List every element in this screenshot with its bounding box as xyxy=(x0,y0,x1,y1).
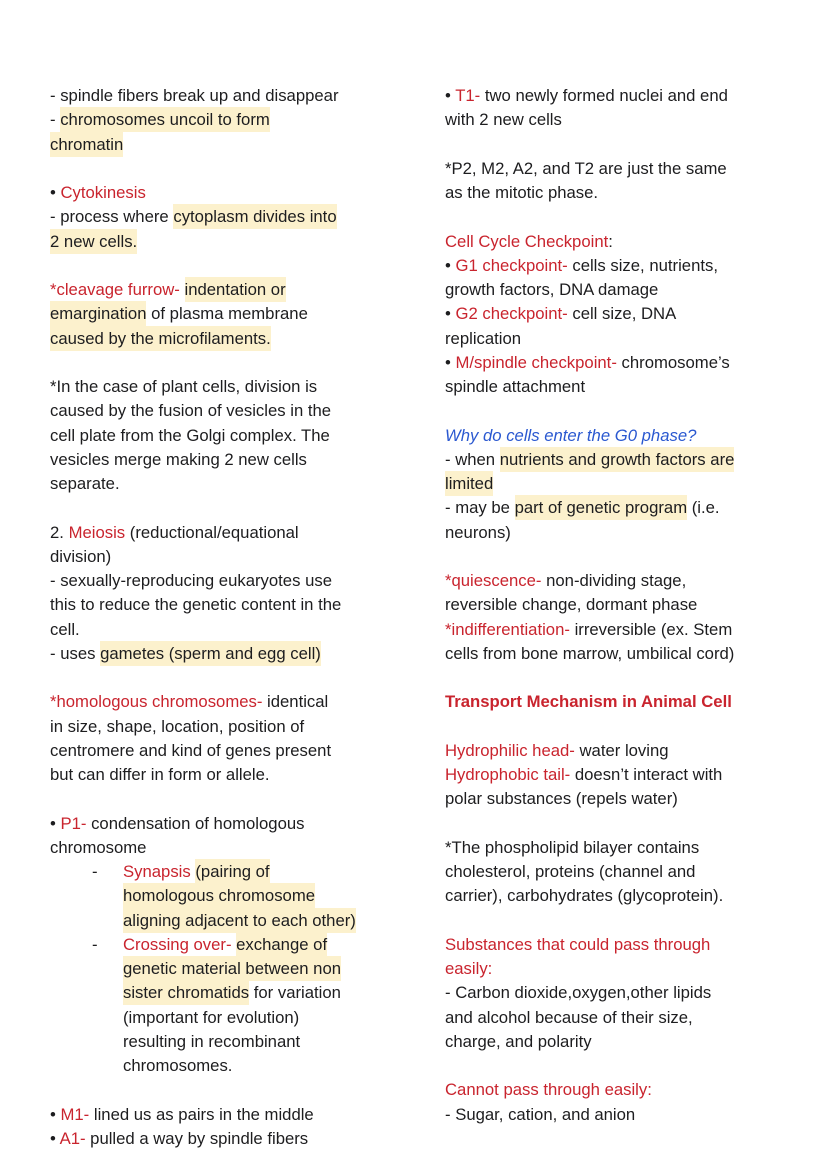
key-term: *cleavage furrow- xyxy=(50,280,180,299)
key-term: easily: xyxy=(445,959,493,978)
text-line xyxy=(445,666,797,690)
text-line xyxy=(445,1054,797,1078)
text-segment: • xyxy=(445,255,456,275)
highlighted-text: cytoplasm divides into xyxy=(173,204,336,229)
text-line xyxy=(445,545,797,569)
text-line xyxy=(445,375,797,399)
text-segment: *P2, M2, A2, and T2 are just the same xyxy=(445,158,727,178)
text-line xyxy=(50,521,402,545)
highlighted-text: indentation or xyxy=(185,277,286,302)
text-line xyxy=(445,181,797,205)
text-segment: • xyxy=(50,1128,60,1148)
text-line xyxy=(445,690,797,714)
text-line xyxy=(50,84,402,108)
text-line xyxy=(50,593,402,617)
text-line xyxy=(50,690,402,714)
key-term: Meiosis xyxy=(68,522,126,542)
text-line xyxy=(50,666,402,690)
text-line xyxy=(445,618,797,642)
text-line xyxy=(50,351,402,375)
text-line xyxy=(445,521,797,545)
text-line xyxy=(445,739,797,763)
text-segment: identical xyxy=(262,692,329,712)
text-line xyxy=(445,933,797,957)
text-line xyxy=(50,133,402,157)
text-line xyxy=(445,715,797,739)
key-term: Transport Mechanism in Animal Cell xyxy=(445,692,732,712)
text-line xyxy=(50,1006,402,1030)
text-segment: this to reduce the genetic content in the xyxy=(50,595,342,615)
text-segment: carrier), carbohydrates (glycoprotein). xyxy=(445,886,724,906)
text-line xyxy=(445,1103,797,1127)
text-segment: - Carbon dioxide,oxygen,other lipids xyxy=(445,983,712,1003)
text-segment: vesicles merge making 2 new cells xyxy=(50,449,307,469)
text-segment: (i.e. xyxy=(687,498,720,518)
highlighted-text: nutrients and growth factors are xyxy=(500,447,735,472)
text-segment: chromosomes. xyxy=(123,1056,233,1075)
text-segment: with 2 new cells xyxy=(445,110,562,130)
highlighted-text: genetic material between non xyxy=(123,956,341,981)
text-segment: cell size, DNA xyxy=(567,304,677,324)
text-line xyxy=(50,1078,402,1102)
text-line xyxy=(445,496,797,520)
text-line xyxy=(50,1030,402,1054)
text-line xyxy=(50,424,402,448)
text-line xyxy=(50,981,402,1005)
text-segment: separate. xyxy=(50,474,120,493)
key-term: G2 checkpoint- xyxy=(455,304,568,324)
text-segment: as the mitotic phase. xyxy=(445,183,599,202)
text-line xyxy=(445,448,797,472)
text-segment: spindle attachment xyxy=(445,377,586,396)
text-segment: pulled a way by spindle fibers xyxy=(85,1128,309,1148)
key-term: Crossing over- xyxy=(123,934,232,954)
text-line xyxy=(50,618,402,642)
text-line xyxy=(50,1054,402,1078)
text-line xyxy=(445,909,797,933)
list-dash-marker: - xyxy=(92,862,98,881)
key-term: P1- xyxy=(60,813,87,833)
text-segment: • xyxy=(445,304,456,324)
text-segment: - xyxy=(50,110,61,130)
highlighted-text: caused by the microfilaments. xyxy=(50,326,271,351)
text-line xyxy=(50,375,402,399)
text-segment: *In the case of plant cells, division is xyxy=(50,377,318,396)
text-line xyxy=(50,957,402,981)
highlighted-text: chromatin xyxy=(50,132,123,157)
text-line xyxy=(50,327,402,351)
key-term: Hydrophilic head- xyxy=(445,740,575,760)
highlighted-text: homologous chromosome xyxy=(123,883,315,908)
text-segment: growth factors, DNA damage xyxy=(445,280,659,299)
text-segment: - sexually-reproducing eukaryotes use xyxy=(50,571,332,590)
text-line xyxy=(445,133,797,157)
text-line xyxy=(50,715,402,739)
text-segment: • xyxy=(445,352,456,372)
text-line xyxy=(50,884,402,908)
key-term: Synapsis xyxy=(123,862,191,881)
text-line xyxy=(445,302,797,326)
text-line xyxy=(50,448,402,472)
key-term: *homologous chromosomes- xyxy=(50,692,263,712)
text-line xyxy=(50,302,402,326)
key-term: Cytokinesis xyxy=(60,183,146,202)
text-line xyxy=(50,836,402,860)
highlighted-text: gametes (sperm and egg cell) xyxy=(100,641,321,666)
text-segment: 2. xyxy=(50,522,69,542)
text-line xyxy=(445,884,797,908)
text-segment: chromosome’s xyxy=(616,352,730,372)
text-line xyxy=(445,1006,797,1030)
text-segment: water loving xyxy=(574,740,669,760)
text-line xyxy=(445,278,797,302)
highlighted-text: (pairing of xyxy=(195,859,269,884)
text-line xyxy=(50,763,402,787)
text-line xyxy=(445,424,797,448)
text-line xyxy=(445,327,797,351)
key-term: Cannot pass through easily: xyxy=(445,1080,652,1100)
key-term: M1- xyxy=(60,1104,90,1124)
text-segment: • xyxy=(50,813,61,833)
text-segment: but can differ in form or allele. xyxy=(50,765,270,784)
text-segment: two newly formed nuclei and end xyxy=(480,86,728,105)
text-segment: charge, and polarity xyxy=(445,1031,592,1051)
text-line xyxy=(445,981,797,1005)
highlighted-text: 2 new cells. xyxy=(50,229,137,254)
key-term: M/spindle checkpoint- xyxy=(455,352,617,372)
text-line xyxy=(445,157,797,181)
text-segment: • xyxy=(445,86,456,105)
text-segment: cell. xyxy=(50,619,80,639)
text-line xyxy=(50,787,402,811)
text-line xyxy=(445,108,797,132)
key-term: *quiescence- xyxy=(445,571,542,590)
text-line xyxy=(445,1078,797,1102)
text-line xyxy=(50,254,402,278)
text-segment: division) xyxy=(50,546,112,566)
text-segment: caused by the fusion of vesicles in the xyxy=(50,401,332,421)
text-line xyxy=(50,569,402,593)
text-segment: condensation of homologous xyxy=(86,813,305,833)
text-line xyxy=(50,545,402,569)
text-segment xyxy=(180,280,185,299)
right-column xyxy=(445,84,797,1127)
text-segment: (important for evolution) xyxy=(123,1007,300,1027)
key-term: *indifferentiation- xyxy=(445,619,570,639)
key-term: Cell Cycle Checkpoint xyxy=(445,231,609,251)
text-segment: irreversible (ex. Stem xyxy=(569,619,733,639)
text-segment: - spindle fibers break up and disappear xyxy=(50,86,339,105)
text-segment: - when xyxy=(445,449,500,469)
key-term: A1- xyxy=(59,1128,86,1148)
text-segment: chromosome xyxy=(50,837,147,857)
text-line xyxy=(50,278,402,302)
text-line xyxy=(445,205,797,229)
text-line xyxy=(50,739,402,763)
key-term: Hydrophobic tail- xyxy=(445,765,571,784)
text-segment: polar substances (repels water) xyxy=(445,789,678,809)
text-segment: - uses xyxy=(50,643,101,663)
text-segment: - process where xyxy=(50,207,174,227)
text-segment: cells size, nutrients, xyxy=(567,255,718,275)
list-dash-marker: - xyxy=(92,934,98,954)
text-segment: (reductional/equational xyxy=(125,522,299,542)
text-line xyxy=(50,812,402,836)
text-line xyxy=(445,569,797,593)
text-line xyxy=(50,1127,402,1151)
highlighted-text: emargination xyxy=(50,301,146,326)
text-line xyxy=(445,642,797,666)
left-column xyxy=(50,84,402,1151)
text-line xyxy=(50,860,402,884)
text-segment: cell plate from the Golgi complex. The xyxy=(50,425,330,445)
highlighted-text: sister chromatids xyxy=(123,980,249,1005)
text-segment: lined us as pairs in the middle xyxy=(89,1104,314,1124)
text-segment: centromere and kind of genes present xyxy=(50,740,332,760)
text-line xyxy=(445,351,797,375)
text-line xyxy=(445,812,797,836)
text-line xyxy=(50,642,402,666)
text-line xyxy=(445,84,797,108)
text-segment: • xyxy=(50,1104,61,1124)
text-line xyxy=(50,399,402,423)
text-segment: - Sugar, cation, and anion xyxy=(445,1104,636,1124)
question-text: Why do cells enter the G0 phase? xyxy=(445,425,697,445)
text-line xyxy=(445,957,797,981)
text-segment: non-dividing stage, xyxy=(541,571,687,590)
text-line xyxy=(445,1030,797,1054)
highlighted-text: aligning adjacent to each other) xyxy=(123,908,356,933)
text-segment: : xyxy=(608,231,613,251)
text-line xyxy=(50,157,402,181)
text-line xyxy=(50,909,402,933)
text-line xyxy=(50,472,402,496)
text-segment: resulting in recombinant xyxy=(123,1031,301,1051)
key-term: Substances that could pass through xyxy=(445,934,711,954)
text-line xyxy=(50,108,402,132)
text-line xyxy=(445,230,797,254)
key-term: T1- xyxy=(455,86,481,105)
highlighted-text: part of genetic program xyxy=(515,495,688,520)
text-segment: cells from bone marrow, umbilical cord) xyxy=(445,643,735,663)
text-line xyxy=(445,763,797,787)
text-segment: doesn’t interact with xyxy=(570,765,723,784)
text-line xyxy=(445,593,797,617)
highlighted-text: exchange of xyxy=(236,932,327,957)
text-segment: for variation xyxy=(249,983,341,1003)
text-segment: and alcohol because of their size, xyxy=(445,1007,693,1027)
text-line xyxy=(50,230,402,254)
text-line xyxy=(50,496,402,520)
text-segment: reversible change, dormant phase xyxy=(445,595,698,615)
text-segment: in size, shape, location, position of xyxy=(50,716,305,736)
text-segment: replication xyxy=(445,328,522,348)
text-segment: *The phospholipid bilayer contains xyxy=(445,837,700,857)
text-line xyxy=(50,205,402,229)
text-line xyxy=(445,836,797,860)
text-line xyxy=(445,860,797,884)
highlighted-text: chromosomes uncoil to form xyxy=(60,107,270,132)
text-line xyxy=(50,933,402,957)
text-segment: of plasma membrane xyxy=(146,304,308,324)
text-line xyxy=(445,787,797,811)
text-segment: cholesterol, proteins (channel and xyxy=(445,862,696,881)
highlighted-text: limited xyxy=(445,471,493,496)
key-term: G1 checkpoint- xyxy=(455,255,568,275)
text-segment: neurons) xyxy=(445,522,511,542)
text-line xyxy=(445,254,797,278)
text-line xyxy=(445,472,797,496)
text-segment: • xyxy=(50,183,61,202)
text-line xyxy=(50,1103,402,1127)
text-line xyxy=(50,181,402,205)
text-line xyxy=(445,399,797,423)
text-segment: - may be xyxy=(445,498,515,518)
